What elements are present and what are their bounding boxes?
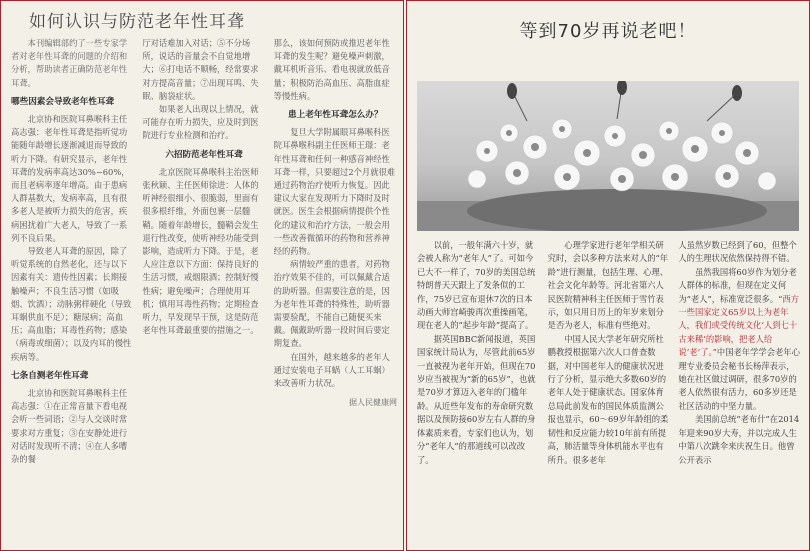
highlighted-quote: “西方一些国家定义65岁以上为老年人，我们或受传统文化‘人到七十古来稀’的影响，把老人给说‘老’了。” [678,293,799,358]
section-heading: 七条自测老年性耳聋 [11,370,89,381]
section-heading: 患上老年性耳聋怎么办？ [288,110,383,121]
paragraph: 如果老人出现以上情况，就可能存在听力损失，应及时到医院进行专业检测和治疗。 [142,104,259,141]
paragraph: 复旦大学附属眼耳鼻喉科医院耳鼻喉科副主任医师王璟：老年性耳聋和任何一种感音神经性耳聋一样，只要超过2个月就很难通过药物治疗使听力恢复。因此建议大家在发现听力下降时及时就医。医生会根据病情提供个性化的建议和治疗方法，一般会用一些改善微循环的药物和营养神经的药物。 [273,127,396,257]
flower-bouquet-photo [417,81,799,231]
intro-paragraph: 本刊编辑部约了一些专家学者对老年性耳聋的问题的介绍和分析，帮助读者正确防范老年性耳聋。 [11,38,128,88]
left-column-2 [142,37,265,544]
paragraph [678,266,801,413]
flower-illustration [417,81,799,231]
left-columns [11,37,397,544]
paragraph: 那么，该如何预防或推迟老年性耳聋的发生呢？避免噪声刺激，戴耳机听音乐、看电视就放低音量；积极防治高血压、高脂血症等慢性病。 [273,38,390,101]
left-column-3 [274,37,397,544]
article-title: 如何认识与防范老年性耳聋 [29,12,245,32]
paragraph: 导致老人耳聋的原因，除了听觉系统的自然老化，还与以下因素有关：遗传性因素；长期接触噪声；不良生活习惯（如吸烟、饮酒）；动脉粥样硬化（导致耳蜗供血不足）；糖尿病；高血压；高血脂；耳毒性药物；感染（病毒或细菌）；以及内耳的慢性疾病等。 [11,246,132,362]
right-column-2 [548,239,671,546]
paragraph: 厅对话难加入对话；⑤不分场所，说话的音量会不自觉地增大；⑥打电话不顺畅，经常要求对方提高音量；⑦出现耳鸣、失眠、脑袋症状。 [142,38,259,101]
paragraph: 病情较严重的患者，对药物治疗效果不佳的，可以佩戴合适的助听器。但需要注意的是，因为老年性耳聋的特殊性，助听器需要验配，不能自己随便买来戴。佩戴助听器一段时间后要定期复查。 [273,259,390,349]
paragraph: 北京协和医院耳鼻喉科主任高志强：老年性耳聋是指听觉功能随年龄增长逐渐减退而导致的听力下降。有研究显示，老年性耳聋的发病率高达30%~60%，而且老病率逐年增高。由于患病人群基数大，发病率高，且有很多老人是被听力损失的危害，疾病困扰着广大老人，导致了一系列不良后果。 [11,114,130,243]
right-column-3 [678,239,801,546]
section-heading: 哪些因素会导致老年性耳聋 [11,96,115,107]
left-article [0,0,404,551]
paragraph: 美国前总统“老布什”在2014年迎来90岁大寿，并以完成人生中第八次跳伞来庆祝生日。他曾公开表示 [678,414,800,465]
text-span: 中国老年学学会老年心理专业委员会秘书长杨萍表示，她在社区做过调研，很多70岁的老人依然很有活力，60多岁还是社区活动的中坚力量。 [678,347,800,411]
paragraph: 北京协和医院耳鼻喉科主任高志强：①在正常音量下看电视会听一些词语；②与人交谈时常要求对方重复；③在安静处进行对话时发现听不清；④在人多嘈杂的餐 [11,388,128,465]
paragraph: 据英国BBC新闻报道，英国国家统计局认为，尽管此前65岁一直被视为老年开始，但现在70岁应当被视为“新的65岁”，也就是70岁才算迈入老年的门槛年龄。从近些年发布的寿命研究数据以及预防接60岁左右人群的身体素质来看，专家们也认为，划分“老年人”的那道线可以改改了。 [417,333,536,465]
paragraph: 北京医院耳鼻喉科主治医师张秋颖、主任医师徐进：人体的听神经很细小、很脆弱，里面有很多根纤维，外面包裹一层髓鞘。随着年龄增长，髓鞘会发生退行性改变，使听神经功能受到影响，造成听力下降。于是，老人应注意以下方面：保持良好的生活习惯，戒烟限酒；控制好慢性病；避免噪声；合理使用耳机；慎用耳毒性药物；定期检查听力，早发现早干预，这是防范老年性耳聋最重要的措施之一。 [142,166,259,336]
paragraph: 人虽然岁数已经到了60，但整个人的生理状况依然保持得不错。 [678,240,797,264]
right-column-1 [417,239,540,546]
right-article [406,0,810,551]
right-columns [417,239,801,546]
text-span: 虽然我国将60岁作为划分老人群体的标准，但现在定义何为“老人”，标准宽泛很多。 [678,266,797,304]
left-column-1 [11,37,134,544]
paragraph: 中国人民大学老年研究所杜鹏教授根据第六次人口普查数据，对中国老年人的健康状况进行了分析，显示绝大多数60岁的老年人处于健康状态。国家体育总局此前发布的国民体质监测公报也显示，60～69岁年龄组的柔韧性和反应能力较10年前有所提高，肺活量等身体机能水平也有所升。很多老年 [547,333,669,465]
source-byline: 据人民健康网 [348,398,397,408]
paragraph: 心理学家进行老年学相关研究时，会以多种方法来对人的“年龄”进行测量，包括生理、心理、社会文化年龄等。河北省第六人民医院精神科主任医师于雪竹表示，如只用日历上的年岁来划分是否为老人，标准有些绝对。 [547,240,669,331]
section-heading: 六招防范老年性耳聋 [165,149,243,160]
paragraph: 以前，一般年满六十岁，就会被人称为“老年人”了。可如今已大不一样了，70岁的美国总统特朗普天天跟上了发条似的工作，75岁已宣布退休7次的日本动画大师宫崎骏再次重操画笔，现在老人的“起步年龄”提高了。 [417,240,536,331]
article-title: 等到70岁再说老吧！ [519,21,697,42]
paragraph: 在国外，越来越多的老年人通过安装电子耳蜗（人工耳蜗）来改善听力状况。 [273,351,390,389]
